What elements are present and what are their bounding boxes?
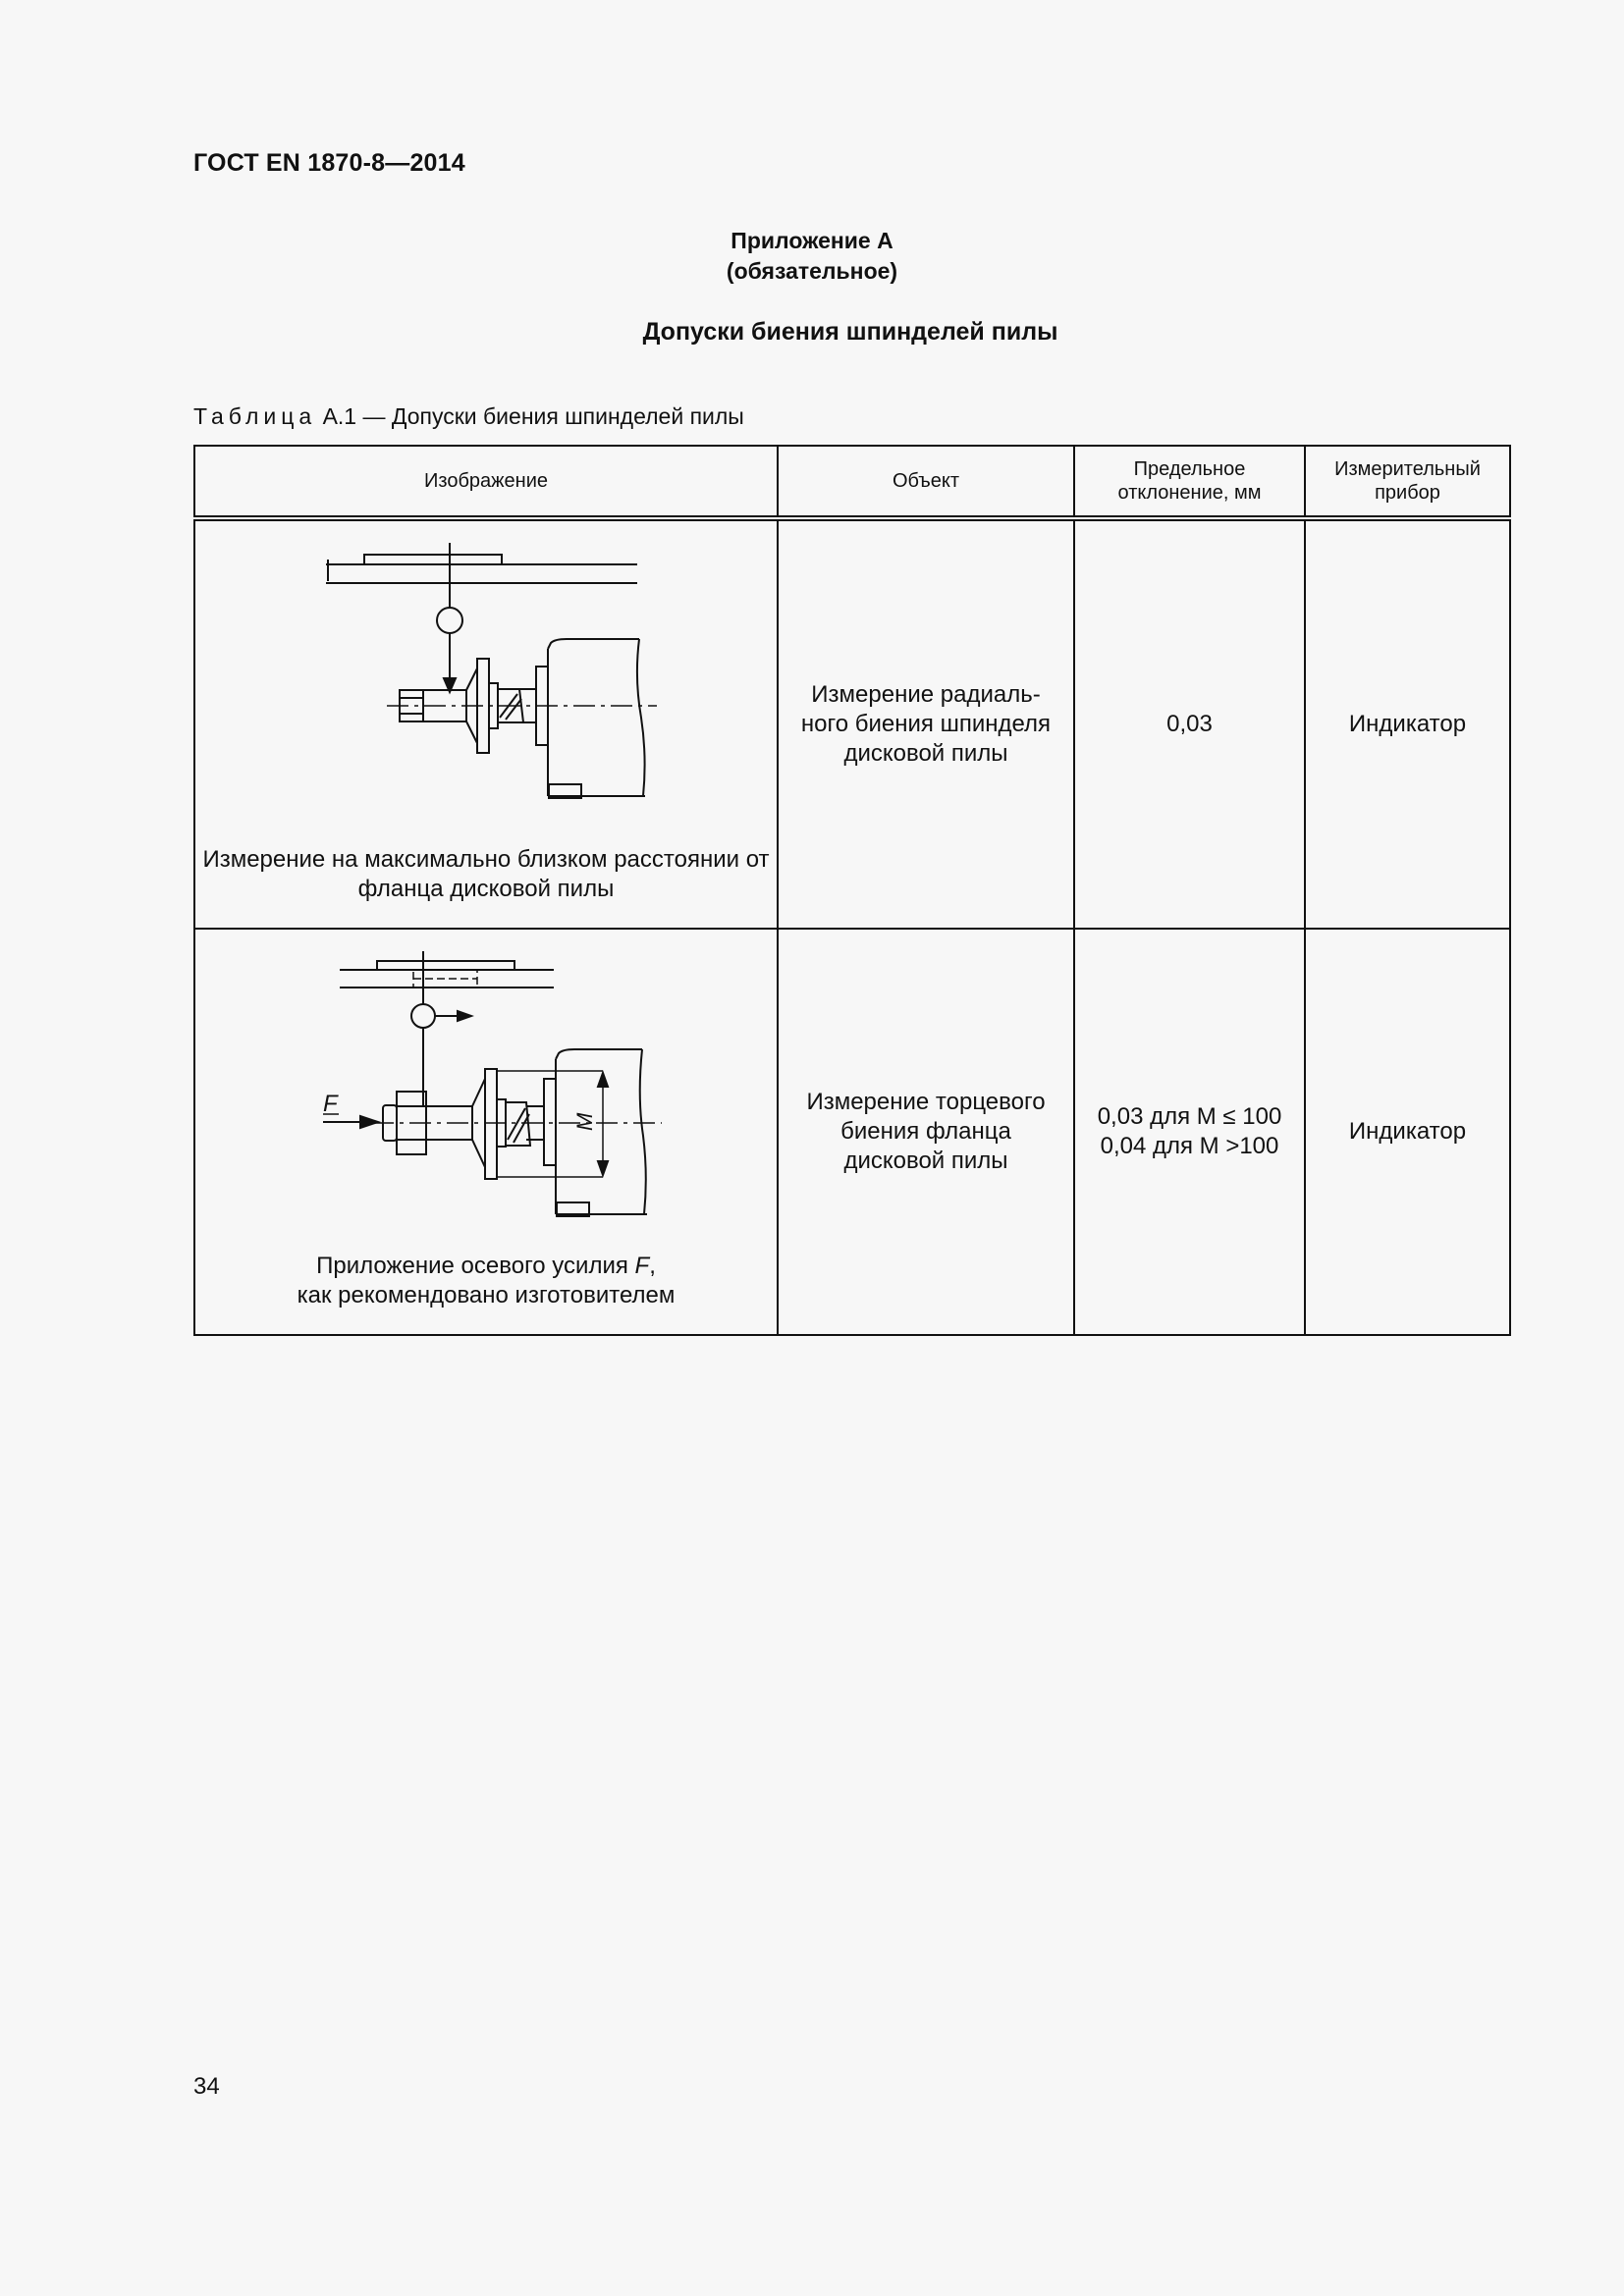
table-caption-text: А.1 — Допуски биения шпинделей пилы [322,403,744,429]
object-cell: Измерение торцевого биения фланца дисковой пилы [778,929,1074,1335]
image-cell-axial [194,929,778,1335]
table-row [194,518,1510,929]
instrument-cell: Индикатор [1305,518,1510,929]
deviation-cell: 0,03 [1074,518,1305,929]
image-caption-radial: Измерение на максимально близком расстоянии от фланца дисковой пилы [202,846,770,902]
document-code: ГОСТ EN 1870-8—2014 [193,149,465,177]
header-instrument: Измерительный прибор [1305,446,1510,518]
header-deviation: Предельное отклонение, мм [1074,446,1305,518]
instrument-cell: Индикатор [1305,929,1510,1335]
table-caption-prefix: Таблица [193,403,317,429]
table-caption [193,403,744,430]
runout-table [193,445,1511,1336]
object-cell: Измерение радиаль-ного биения шпинделя дисковой пилы [778,518,1074,929]
appendix-heading [0,226,1624,287]
appendix-label: Приложение А [731,228,893,253]
image-cell-radial [194,518,778,929]
header-object: Объект [778,446,1074,518]
header-image: Изображение [194,446,778,518]
appendix-status: (обязательное) [726,258,898,284]
force-label: F [323,1091,338,1117]
table-header-row [194,446,1510,518]
page-number: 34 [193,2073,220,2100]
deviation-cell: 0,03 для М ≤ 100 0,04 для М >100 [1074,929,1305,1335]
dimension-label: M [572,1112,597,1131]
table-row [194,929,1510,1335]
appendix-title: Допуски биения шпинделей пилы [642,318,1058,346]
image-caption-axial: Приложение осевого усилия F, как рекомендовано изготовителем [297,1253,676,1308]
